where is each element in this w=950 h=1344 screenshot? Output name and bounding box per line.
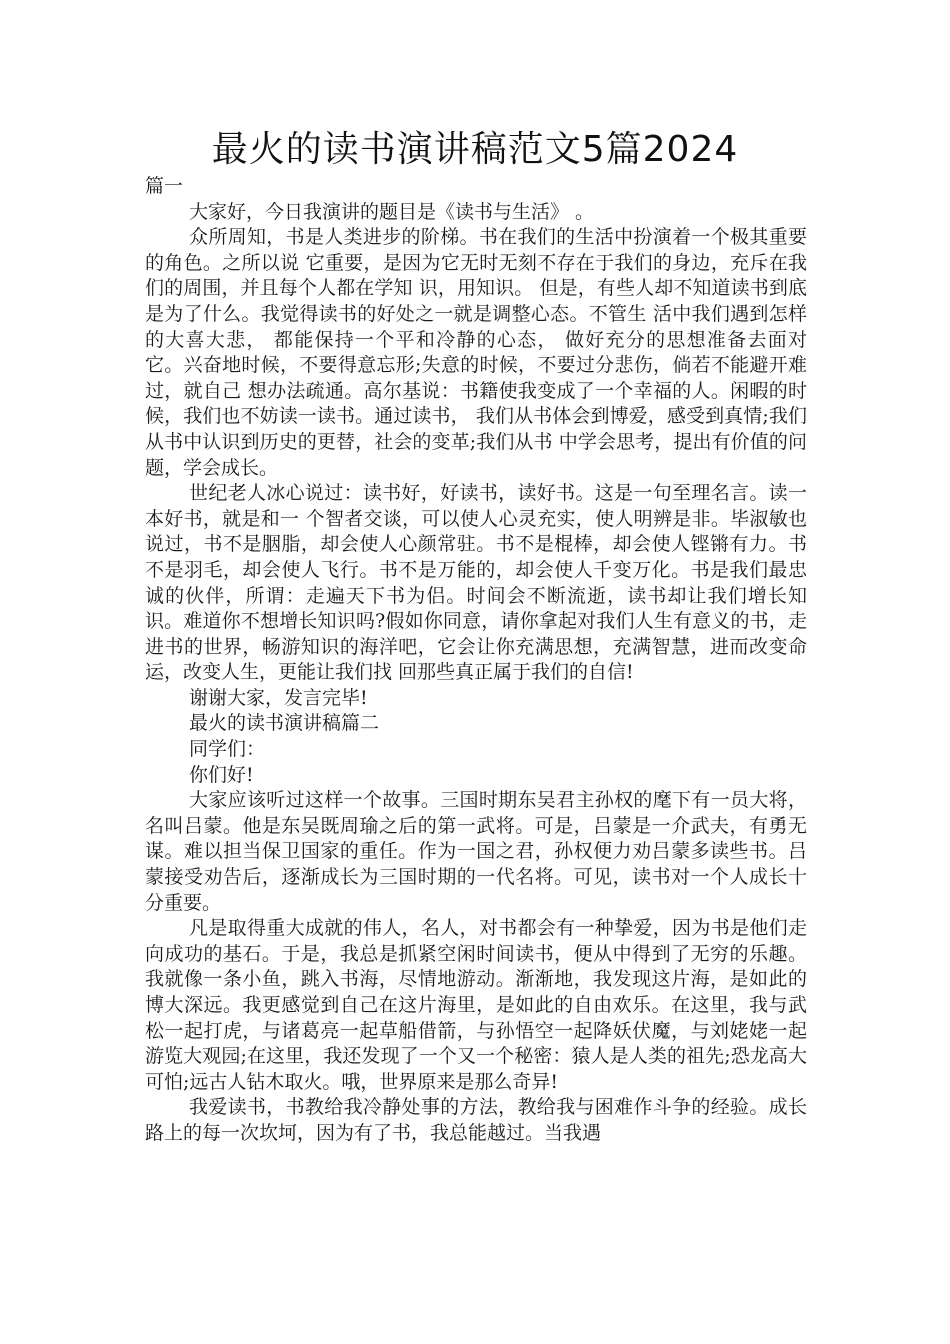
paragraph: 众所周知，书是人类进步的阶梯。书在我们的生活中扮演着一个极其重要的角色。之所以说 它重要，是因为它无时无刻不存在于我们的身边，充斥在我们的周围，并且每个人都在学知 识，用知识。 但是，有些人却不知道读书到底是为了什么。我觉得读书的好处之一就是调整心态。不管生 活中我们遇到怎样的大喜大悲， 都能保持一个平和冷静的心态， 做好充分的思想准备去面对 它。兴奋地时候，不要得意忘形;失意的时候，不要过分悲伤，倘若不能避开难过，就自己 想办法疏通。高尔基说：书籍使我变成了一个幸福的人。闲暇的时候，我们也不妨读一读书。通过读书， 我们从书体会到博爱，感受到真情;我们从书中认识到历史的更替，社会的变革;我们从书 中学会思考，提出有价值的问题，学会成长。 [145,226,807,479]
paragraph: 大家应该听过这样一个故事。三国时期东吴君主孙权的麾下有一员大将，名叫吕蒙。他是东吴既周瑜之后的第一武将。可是，吕蒙是一介武夫，有勇无谋。难以担当保卫国家的重任。作为一国之君，孙权便力劝吕蒙多读些书。吕蒙接受劝告后，逐渐成长为三国时期的一代名将。可见，读书对一个人成长十分重要。 [145,789,807,914]
paragraph: 你们好! [189,763,254,786]
paragraph: 我爱读书，书教给我冷静处事的方法，教给我与困难作斗争的经验。成长路上的每一次坎坷，因为有了书，我总能越过。当我遇 [145,1096,807,1144]
document-body [145,174,807,1147]
section-label: 篇一 [145,175,184,197]
paragraph: 谢谢大家，发言完毕! [189,686,368,709]
paragraph: 同学们： [189,738,266,761]
paragraph: 大家好，今日我演讲的题目是《读书与生活》 。 [189,200,595,223]
paragraph: 凡是取得重大成就的伟人，名人，对书都会有一种挚爱，因为书是他们走向成功的基石。于是，我总是抓紧空闲时间读书，便从中得到了无穷的乐趣。我就像一条小鱼，跳入书海，尽情地游动。渐渐地，我发现这片海，是如此的博大深远。我更感觉到自己在这片海里，是如此的自由欢乐。在这里，我与武松一起打虎，与诸葛亮一起草船借箭，与孙悟空一起降妖伏魔，与刘姥姥一起游览大观园;在这里，我还发现了一个又一个秘密：猿人是人类的祖先;恐龙高大可怕;远古人钻木取火。哦，世界原来是那么奇异! [145,917,807,1093]
paragraph: 世纪老人冰心说过：读书好，好读书，读好书。这是一句至理名言。读一本好书，就是和一 个智者交谈，可以使人心灵充实，使人明辨是非。毕淑敏也说过，书不是胭脂，却会使人心颜常驻。书不是棍棒，却会使人铿锵有力。书不是羽毛，却会使人飞行。书不是万能的，却会使人千变万化。书是我们最忠诚的伙伴，所谓：走遍天下书为侣。时间会不断流逝，读书却让我们增长知识。难道你不想增长知识吗?假如你同意，请你拿起对我们人生有意义的书，走进书的世界，畅游知识的海洋吧，它会让你充满思想，充满智慧，进而改变命运，改变人生，更能让我们找 回那些真正属于我们的自信! [145,482,807,684]
document-title: 最火的读书演讲稿范文5篇2024 [211,129,739,170]
section-heading: 最火的读书演讲稿篇二 [189,712,380,735]
